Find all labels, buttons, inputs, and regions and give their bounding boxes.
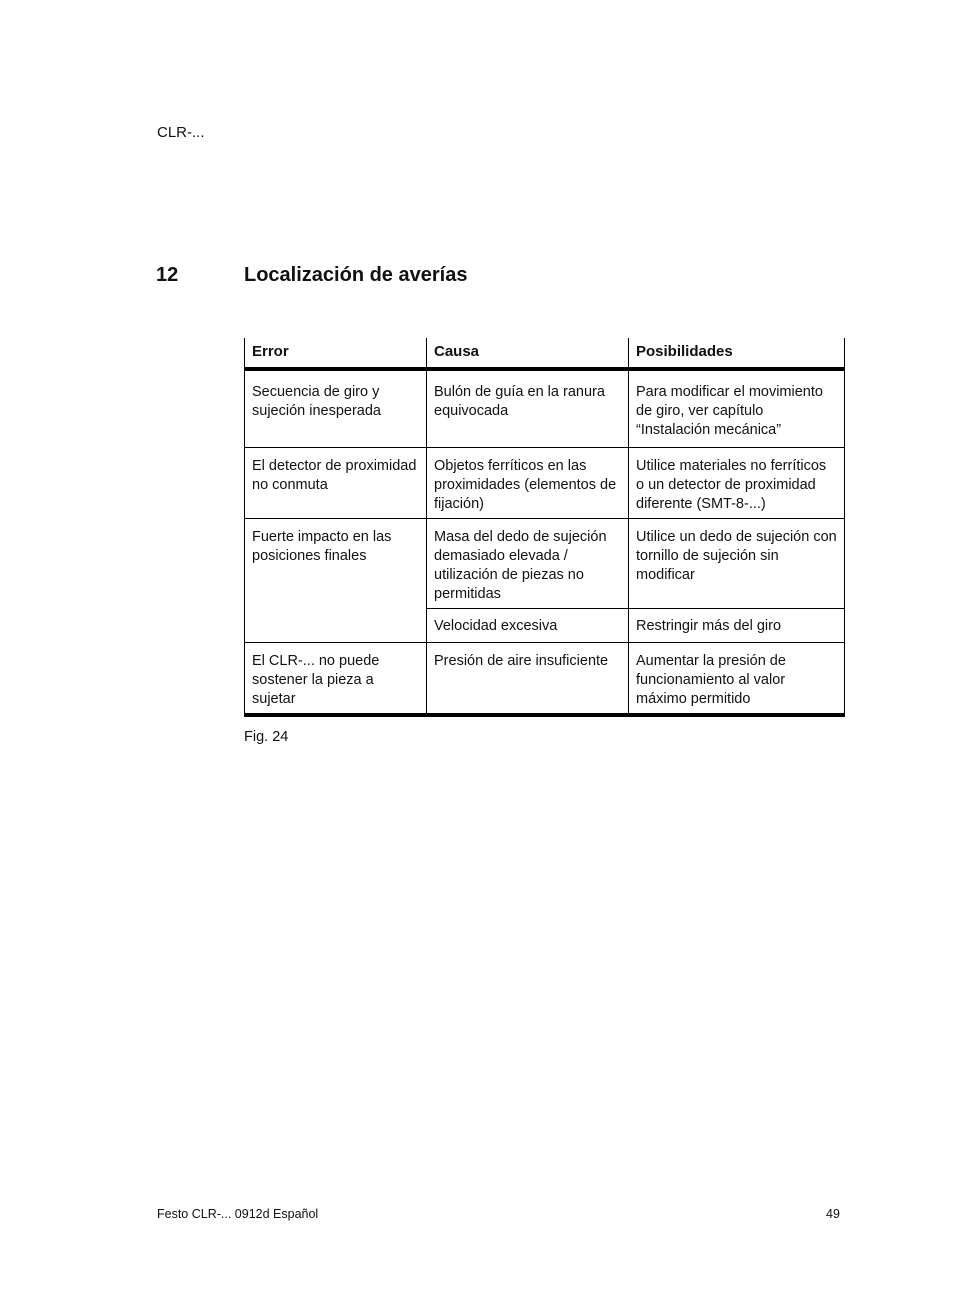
cause-cell: Presión de aire insuficiente: [427, 643, 629, 716]
running-header: CLR-...: [157, 124, 205, 141]
solution-cell: Aumentar la presión de funcionamiento al valor máximo permitido: [629, 643, 845, 716]
cause-cell: Velocidad excesiva: [427, 609, 629, 643]
table-row: [245, 519, 845, 609]
table-row: [245, 643, 845, 716]
solution-cell: Restringir más del giro: [629, 609, 845, 643]
error-cell: El CLR-... no puede sostener la pieza a sujetar: [245, 643, 427, 716]
cause-cell: Objetos ferríticos en las proximidades (elementos de fijación): [427, 448, 629, 519]
section-number: 12: [156, 264, 179, 286]
solution-cell: Utilice materiales no ferríticos o un detector de proximidad diferente (SMT-8-...): [629, 448, 845, 519]
page-number: 49: [826, 1207, 840, 1221]
column-header-cause: Causa: [427, 338, 629, 369]
section-title: Localización de averías: [244, 264, 468, 286]
cause-cell: Bulón de guía en la ranura equivocada: [427, 369, 629, 448]
troubleshooting-table: [244, 338, 845, 717]
figure-caption: Fig. 24: [244, 729, 289, 745]
table-row: [245, 369, 845, 448]
troubleshooting-table-wrapper: [244, 338, 844, 717]
error-cell: Secuencia de giro y sujeción inesperada: [245, 369, 427, 448]
footer-document-info: Festo CLR-... 0912d Español: [157, 1207, 319, 1221]
error-cell: El detector de proximidad no conmuta: [245, 448, 427, 519]
solution-cell: Para modificar el movimiento de giro, ver capítulo “Instalación mecánica”: [629, 369, 845, 448]
column-header-error: Error: [245, 338, 427, 369]
column-header-solution: Posibilidades: [629, 338, 845, 369]
cause-cell: Masa del dedo de sujeción demasiado elevada / utilización de piezas no permitidas: [427, 519, 629, 609]
error-cell: Fuerte impacto en las posiciones finales: [245, 519, 427, 643]
table-row: [245, 448, 845, 519]
solution-cell: Utilice un dedo de sujeción con tornillo de sujeción sin modificar: [629, 519, 845, 609]
table-header-row: [245, 338, 845, 369]
